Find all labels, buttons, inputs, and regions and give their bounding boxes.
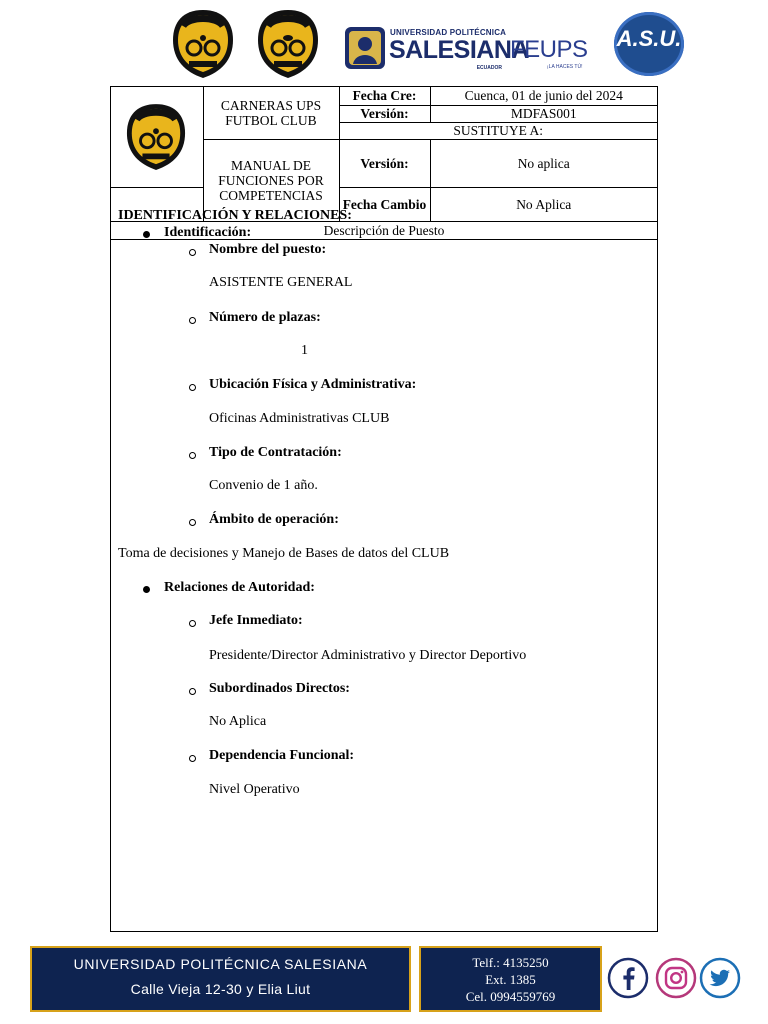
version2-label: Versión:: [339, 139, 430, 188]
bullet-circle-icon: [189, 317, 196, 324]
version-value: MDFAS001: [430, 105, 657, 122]
bullet-circle-icon: [189, 620, 196, 627]
descripcion-puesto: Descripción de Puesto: [111, 222, 657, 240]
version2-value: No aplica: [430, 139, 657, 188]
instagram-icon[interactable]: [655, 957, 697, 999]
section-title: IDENTIFICACIÓN Y RELACIONES:: [118, 208, 352, 223]
fecha-cambio-label: Fecha Cambio: [339, 188, 430, 222]
ambito-value: Toma de decisiones y Manejo de Bases de datos del CLUB: [118, 546, 450, 561]
version-label: Versión:: [339, 105, 430, 122]
fecha-cambio-value: No Aplica: [430, 188, 657, 222]
jefe-value: Presidente/Director Administrativo y Director Deportivo: [209, 648, 527, 663]
dependencia-value: Nivel Operativo: [209, 782, 300, 797]
feups-slogan: ¡LA HACES TÚ!: [547, 64, 583, 70]
facebook-icon[interactable]: [607, 957, 649, 999]
ups-salesiana-logo: [344, 24, 529, 74]
subordinados-value: No Aplica: [209, 714, 267, 729]
carneras-rugby-logo: [256, 8, 320, 80]
bullet-circle-icon: [189, 384, 196, 391]
ups-emblem-icon: [344, 26, 386, 70]
feups-word: FEUPS: [510, 36, 588, 63]
footer-telf: Telf.: 4135250: [472, 955, 549, 970]
carneras-header-logo: [125, 101, 187, 173]
subordinados-label: Subordinados Directos:: [209, 681, 350, 696]
bullet-circle-icon: [189, 249, 196, 256]
asu-text: A.S.U.: [616, 26, 682, 51]
nombre-puesto-label: Nombre del puesto:: [209, 242, 327, 257]
feups-logo: [510, 36, 600, 74]
asu-logo: [614, 12, 684, 76]
ups-subtitle: UNIVERSIDAD POLITÉCNICA: [390, 28, 507, 37]
footer-university-name: UNIVERSIDAD POLITÉCNICA SALESIANA: [73, 956, 368, 972]
jefe-label: Jefe Inmediato:: [209, 613, 303, 628]
plazas-value: 1: [301, 343, 308, 358]
plazas-label: Número de plazas:: [209, 310, 321, 325]
ups-title: SALESIANA: [389, 36, 529, 64]
footer-university-box: [30, 946, 411, 1012]
fecha-cre-value: Cuenca, 01 de junio del 2024: [430, 87, 657, 105]
footer-cel: Cel. 0994559769: [465, 989, 556, 1004]
header-logo-cell: [111, 87, 203, 188]
document-frame: [110, 86, 658, 932]
doc-type: MANUAL DE FUNCIONES POR COMPETENCIAS: [203, 139, 339, 222]
dependencia-label: Dependencia Funcional:: [209, 748, 355, 763]
footer-contact-box: [419, 946, 602, 1012]
tipo-contratacion-label: Tipo de Contratación:: [209, 445, 342, 460]
org-name: CARNERAS UPS FUTBOL CLUB: [203, 87, 339, 139]
ups-country: ECUADOR: [476, 65, 502, 71]
ubicacion-value: Oficinas Administrativas CLUB: [209, 411, 390, 426]
bullet-icon: [143, 231, 150, 238]
ubicacion-label: Ubicación Física y Administrativa:: [209, 377, 417, 392]
header-logos: [0, 0, 768, 86]
fecha-cre-label: Fecha Cre:: [339, 87, 430, 105]
carneras-futbol-logo: [171, 8, 235, 80]
footer-address: Calle Vieja 12-30 y Elia Liut: [130, 981, 311, 997]
ambito-label: Ámbito de operación:: [209, 512, 339, 527]
bullet-circle-icon: [189, 688, 196, 695]
nombre-puesto-value: ASISTENTE GENERAL: [209, 275, 353, 290]
relaciones-heading: Relaciones de Autoridad:: [164, 580, 315, 595]
bullet-circle-icon: [189, 755, 196, 762]
sustituye-label: SUSTITUYE A:: [339, 122, 657, 139]
footer-ext: Ext. 1385: [485, 972, 536, 987]
bullet-circle-icon: [189, 519, 196, 526]
bullet-icon: [143, 586, 150, 593]
tipo-contratacion-value: Convenio de 1 año.: [209, 478, 318, 493]
bullet-circle-icon: [189, 452, 196, 459]
identificacion-heading: Identificación:: [164, 225, 252, 240]
twitter-icon[interactable]: [699, 957, 741, 999]
